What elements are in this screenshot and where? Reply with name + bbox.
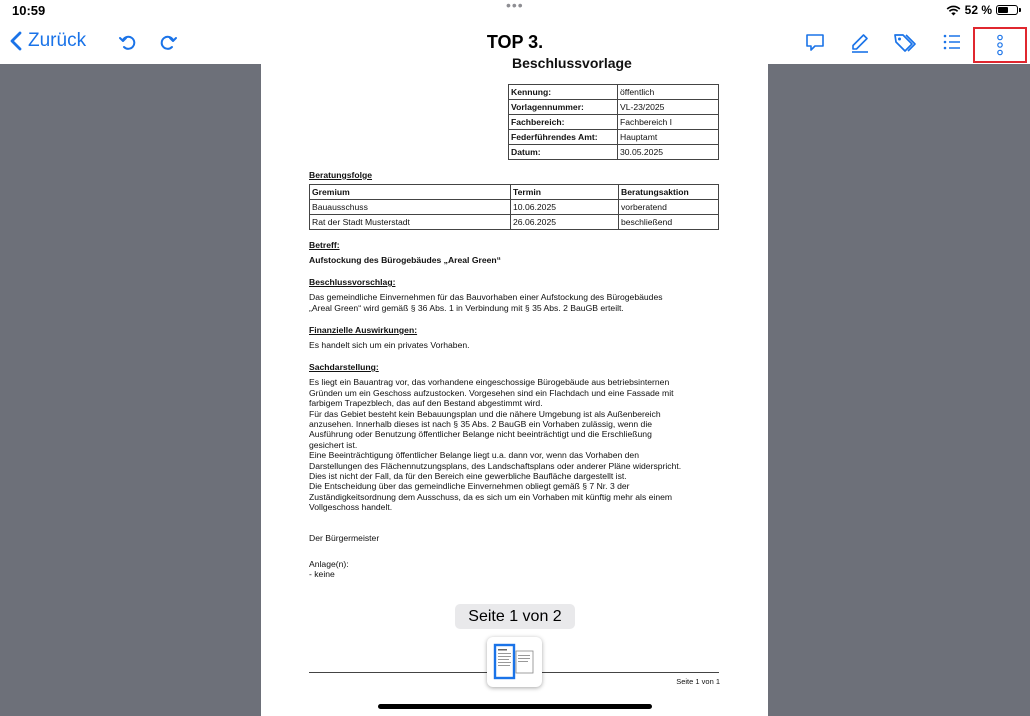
- beratungsfolge-table: [309, 184, 719, 230]
- page-footer: Seite 1 von 1: [676, 677, 720, 686]
- column-header: Beratungsaktion: [619, 185, 719, 200]
- table-cell: Rat der Stadt Musterstadt: [310, 215, 511, 230]
- sach-heading: Sachdarstellung:: [309, 362, 379, 372]
- vorschlag-text: [309, 292, 709, 313]
- page-indicator: Seite 1 von 2: [455, 604, 575, 629]
- sach-section: [309, 362, 709, 513]
- betreff-section: [309, 240, 501, 266]
- more-options-highlight[interactable]: [973, 27, 1027, 63]
- anlage-text: - keine: [309, 569, 335, 580]
- text-line: „Areal Green“ wird gemäß § 36 Abs. 1 in Verbindung mit § 35 Abs. 2 BauGB erteilt.: [309, 302, 624, 313]
- meta-value: VL-23/2025: [618, 100, 719, 115]
- table-row: [310, 200, 719, 215]
- text-line: farbigem Trapezblech, das auf den Bestand abgestimmt wird.: [309, 398, 543, 409]
- text-line: Dies ist nicht der Fall, da für den Bereich eine gewerbliche Baufläche dargestellt ist.: [309, 471, 627, 482]
- column-header: Gremium: [310, 185, 511, 200]
- column-header: Termin: [511, 185, 619, 200]
- table-cell: vorberatend: [619, 200, 719, 215]
- meta-key: Datum:: [509, 145, 618, 160]
- beratungsfolge-heading: Beratungsfolge: [309, 170, 373, 180]
- undo-icon[interactable]: [119, 34, 137, 52]
- chevron-left-icon: [10, 31, 22, 51]
- table-cell: 10.06.2025: [511, 200, 619, 215]
- finanz-section: [309, 325, 470, 351]
- text-line: Es liegt ein Bauantrag vor, das vorhandene eingeschossige Bürogebäude aus betriebsinternen: [309, 377, 670, 388]
- pencil-icon[interactable]: [849, 32, 871, 54]
- status-right: [946, 3, 1018, 17]
- text-line: Zuständigkeitsordnung dem Ausschuss, da es sich um ein Vorhaben mit künftig mehr als einem: [309, 491, 673, 502]
- text-line: Gründen um ein Geschoss aufzustocken. Vorgesehen sind ein Flachdach und eine Fassade mit: [309, 387, 674, 398]
- redo-icon[interactable]: [159, 34, 177, 52]
- meta-value: Hauptamt: [618, 130, 719, 145]
- finanz-text: Es handelt sich um ein privates Vorhaben.: [309, 340, 470, 351]
- table-cell: Bauausschuss: [310, 200, 511, 215]
- anlage-section: [309, 559, 349, 580]
- text-line: gesichert ist.: [309, 439, 358, 450]
- betreff-heading: Betreff:: [309, 240, 340, 250]
- betreff-text: Aufstockung des Bürogebäudes „Areal Green“: [309, 255, 501, 266]
- anlage-heading: Anlage(n):: [309, 559, 349, 569]
- meta-value: Fachbereich I: [618, 115, 719, 130]
- finanz-heading: Finanzielle Auswirkungen:: [309, 325, 418, 335]
- text-line: Darstellungen des Flächennutzungsplans, des Landschaftsplans oder anderer Pläne widerspricht.: [309, 460, 682, 471]
- table-row: [509, 145, 719, 160]
- list-icon[interactable]: [942, 32, 962, 52]
- meta-table: [508, 84, 719, 160]
- tags-icon[interactable]: [893, 32, 917, 54]
- text-line: Das gemeindliche Einvernehmen für das Bauvorhaben einer Aufstockung des Bürogebäudes: [309, 292, 663, 303]
- back-label: Zurück: [28, 30, 87, 51]
- text-line: Die Entscheidung über das gemeindliche Einvernehmen obliegt gemäß § 7 Nr. 3 der: [309, 481, 630, 492]
- meta-value: 30.05.2025: [618, 145, 719, 160]
- text-line: Eine Beeinträchtigung öffentlicher Belange liegt u.a. dann vor, wenn das Vorhaben den: [309, 450, 639, 461]
- text-line: Für das Gebiet besteht kein Bebauungsplan und die nähere Umgebung ist als Außenbereich: [309, 408, 661, 419]
- meta-key: Vorlagennummer:: [509, 100, 618, 115]
- multitasking-dots-icon[interactable]: •••: [506, 0, 524, 13]
- table-cell: 26.06.2025: [511, 215, 619, 230]
- more-vertical-icon[interactable]: [996, 34, 1004, 56]
- meta-key: Kennung:: [509, 85, 618, 100]
- page-thumbnail-icon: [492, 643, 537, 681]
- table-row: [509, 130, 719, 145]
- table-row: [509, 115, 719, 130]
- wifi-icon: [946, 5, 961, 16]
- sach-text: [309, 377, 709, 512]
- table-row: [509, 85, 719, 100]
- text-line: anzusehen. Innerhalb dieses ist nach § 35 Abs. 2 BauGB ein Vorhaben zulässig, wenn die: [309, 419, 653, 430]
- meta-value: öffentlich: [618, 85, 719, 100]
- text-line: Ausführung oder Benutzung öffentlicher Belange nicht beeinträchtigt und die Erschließung: [309, 429, 652, 440]
- vorschlag-section: [309, 277, 709, 313]
- meta-key: Fachbereich:: [509, 115, 618, 130]
- status-bar: [0, 0, 1030, 22]
- page-title: TOP 3.: [486, 32, 544, 52]
- battery-percent: 52 %: [964, 3, 992, 17]
- table-cell: beschließend: [619, 215, 719, 230]
- back-button[interactable]: [10, 30, 86, 52]
- table-row: [310, 215, 719, 230]
- home-indicator[interactable]: [378, 704, 652, 709]
- battery-icon: [996, 5, 1018, 15]
- comment-icon[interactable]: [805, 32, 825, 52]
- status-time: 10:59: [12, 3, 46, 18]
- text-line: Vollgeschoss handelt.: [309, 502, 393, 513]
- meta-key: Federführendes Amt:: [509, 130, 618, 145]
- table-header-row: [310, 185, 719, 200]
- beratungsfolge-section: [309, 170, 719, 230]
- vorschlag-heading: Beschlussvorschlag:: [309, 277, 396, 287]
- document-heading: Beschlussvorlage: [512, 55, 632, 71]
- table-row: [509, 100, 719, 115]
- signature: Der Bürgermeister: [309, 533, 380, 543]
- page-thumbnail-button[interactable]: [487, 637, 542, 687]
